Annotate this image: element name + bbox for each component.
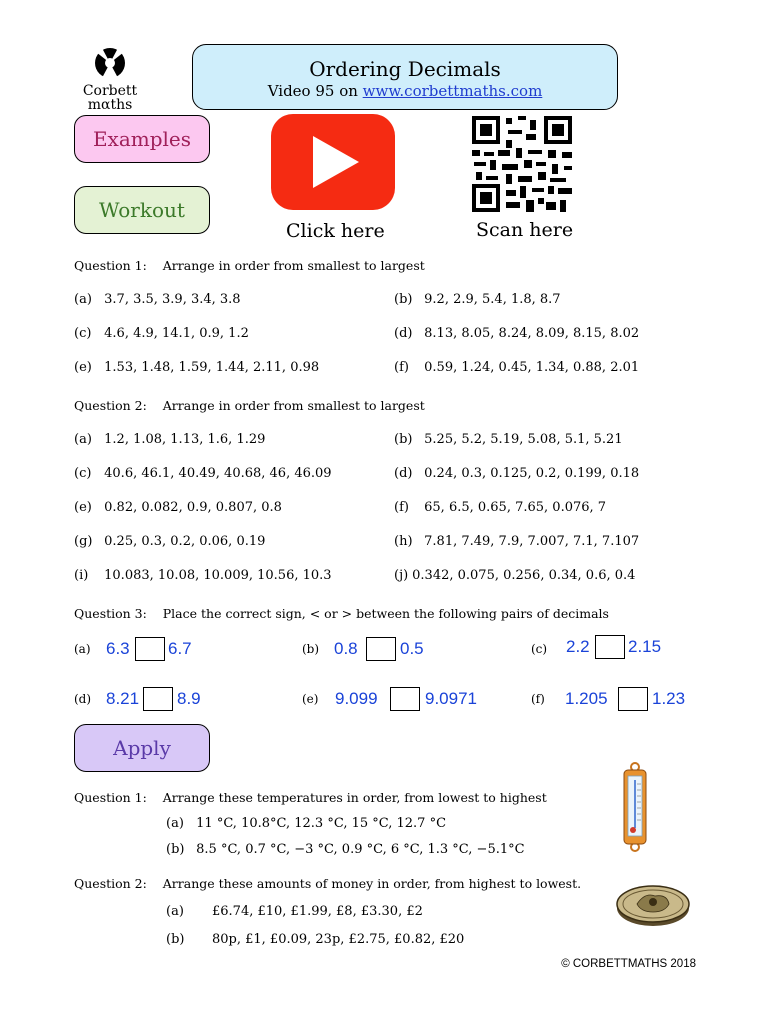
apply-q1-heading	[74, 790, 547, 805]
question-prompt: Arrange these amounts of money in order, from highest to lowest.	[162, 876, 582, 891]
question-prompt: Arrange these temperatures in order, from lowest to highest	[162, 790, 547, 805]
list-item: (a) £6.74, £10, £1.99, £8, £3.30, £2	[166, 904, 423, 919]
coin-icon	[615, 882, 691, 928]
corbettmaths-logo	[74, 46, 146, 113]
click-here-caption[interactable]: Click here	[286, 220, 385, 242]
corbettmaths-link[interactable]: www.corbettmaths.com	[362, 82, 543, 100]
question-prompt: Arrange in order from smallest to largest	[162, 258, 425, 273]
pair-label: (f)	[531, 692, 545, 706]
pair-right-value: 0.5	[400, 639, 424, 658]
pair-right-value: 9.0971	[425, 689, 477, 708]
workout-q2-heading	[74, 398, 425, 413]
list-item: (a) 11 °C, 10.8°C, 12.3 °C, 15 °C, 12.7 °C	[166, 816, 447, 831]
question-label: Question 1:	[74, 258, 147, 273]
pair-right-value: 2.15	[628, 637, 662, 656]
pair-left-value: 0.8	[334, 639, 358, 658]
title-box	[192, 44, 618, 110]
question-label: Question 3:	[74, 606, 147, 621]
list-item: (c) 4.6, 4.9, 14.1, 0.9, 1.2	[74, 326, 249, 341]
sign-answer-box[interactable]	[618, 687, 648, 711]
logo-mark-icon	[90, 46, 130, 80]
list-item: (a) 1.2, 1.08, 1.13, 1.6, 1.29	[74, 432, 266, 447]
workout-q3-heading	[74, 606, 609, 621]
sign-answer-box[interactable]	[366, 637, 396, 661]
sign-answer-box[interactable]	[135, 637, 165, 661]
pair-right-value: 8.9	[177, 689, 201, 708]
scan-here-caption: Scan here	[476, 219, 574, 241]
list-item: (f) 65, 6.5, 0.65, 7.65, 0.076, 7	[394, 500, 607, 515]
list-item: (h) 7.81, 7.49, 7.9, 7.007, 7.1, 7.107	[394, 534, 640, 549]
pair-left-value: 9.099	[335, 689, 378, 708]
apply-button[interactable]: Apply	[74, 724, 210, 772]
list-item: (b) 8.5 °C, 0.7 °C, −3 °C, 0.9 °C, 6 °C, 1.3 °C, −5.1°C	[166, 842, 525, 857]
pair-label: (b)	[302, 642, 320, 656]
video-prefix: Video 95 on	[267, 82, 363, 100]
question-prompt: Arrange in order from smallest to largest	[162, 398, 425, 413]
list-item: (b) 5.25, 5.2, 5.19, 5.08, 5.1, 5.21	[394, 432, 623, 447]
logo-text-line2: mαths	[87, 97, 133, 113]
logo-text-line1: Corbett	[82, 83, 138, 99]
pair-label: (d)	[74, 692, 92, 706]
list-item: (b) 9.2, 2.9, 5.4, 1.8, 8.7	[394, 292, 561, 307]
sign-answer-box[interactable]	[595, 635, 625, 659]
list-item: (f) 0.59, 1.24, 0.45, 1.34, 0.88, 2.01	[394, 360, 640, 375]
list-item: (b) 80p, £1, £0.09, 23p, £2.75, £0.82, £20	[166, 932, 465, 947]
pair-left-value: 6.3	[106, 639, 130, 658]
examples-button[interactable]: Examples	[74, 115, 210, 163]
question-label: Question 2:	[74, 398, 147, 413]
list-item: (g) 0.25, 0.3, 0.2, 0.06, 0.19	[74, 534, 266, 549]
pair-label: (e)	[302, 692, 319, 706]
list-item: (c) 40.6, 46.1, 40.49, 40.68, 46, 46.09	[74, 466, 332, 481]
thermometer-icon	[620, 762, 650, 852]
pair-label: (c)	[531, 642, 548, 656]
question-label: Question 2:	[74, 876, 147, 891]
workout-q1-heading	[74, 258, 425, 273]
page-title: Ordering Decimals	[309, 57, 501, 81]
copyright-footer: © CORBETTMATHS 2018	[561, 958, 696, 970]
list-item: (j) 0.342, 0.075, 0.256, 0.34, 0.6, 0.4	[394, 568, 636, 583]
question-label: Question 1:	[74, 790, 147, 805]
list-item: (a) 3.7, 3.5, 3.9, 3.4, 3.8	[74, 292, 241, 307]
pair-left-value: 2.2	[566, 637, 590, 656]
pair-right-value: 6.7	[168, 639, 192, 658]
pair-label: (a)	[74, 642, 91, 656]
apply-q2-heading	[74, 876, 581, 891]
list-item: (i) 10.083, 10.08, 10.009, 10.56, 10.3	[74, 568, 332, 583]
sign-answer-box[interactable]	[390, 687, 420, 711]
video-line	[193, 82, 617, 100]
pair-left-value: 8.21	[106, 689, 140, 708]
pair-right-value: 1.23	[652, 689, 686, 708]
youtube-play-icon[interactable]	[271, 114, 395, 210]
list-item: (e) 1.53, 1.48, 1.59, 1.44, 2.11, 0.98	[74, 360, 320, 375]
question-prompt: Place the correct sign, < or > between the following pairs of decimals	[162, 606, 609, 621]
list-item: (d) 0.24, 0.3, 0.125, 0.2, 0.199, 0.18	[394, 466, 640, 481]
qr-code-icon	[472, 116, 572, 212]
list-item: (d) 8.13, 8.05, 8.24, 8.09, 8.15, 8.02	[394, 326, 640, 341]
pair-left-value: 1.205	[565, 689, 608, 708]
list-item: (e) 0.82, 0.082, 0.9, 0.807, 0.8	[74, 500, 282, 515]
sign-answer-box[interactable]	[143, 687, 173, 711]
workout-button[interactable]: Workout	[74, 186, 210, 234]
